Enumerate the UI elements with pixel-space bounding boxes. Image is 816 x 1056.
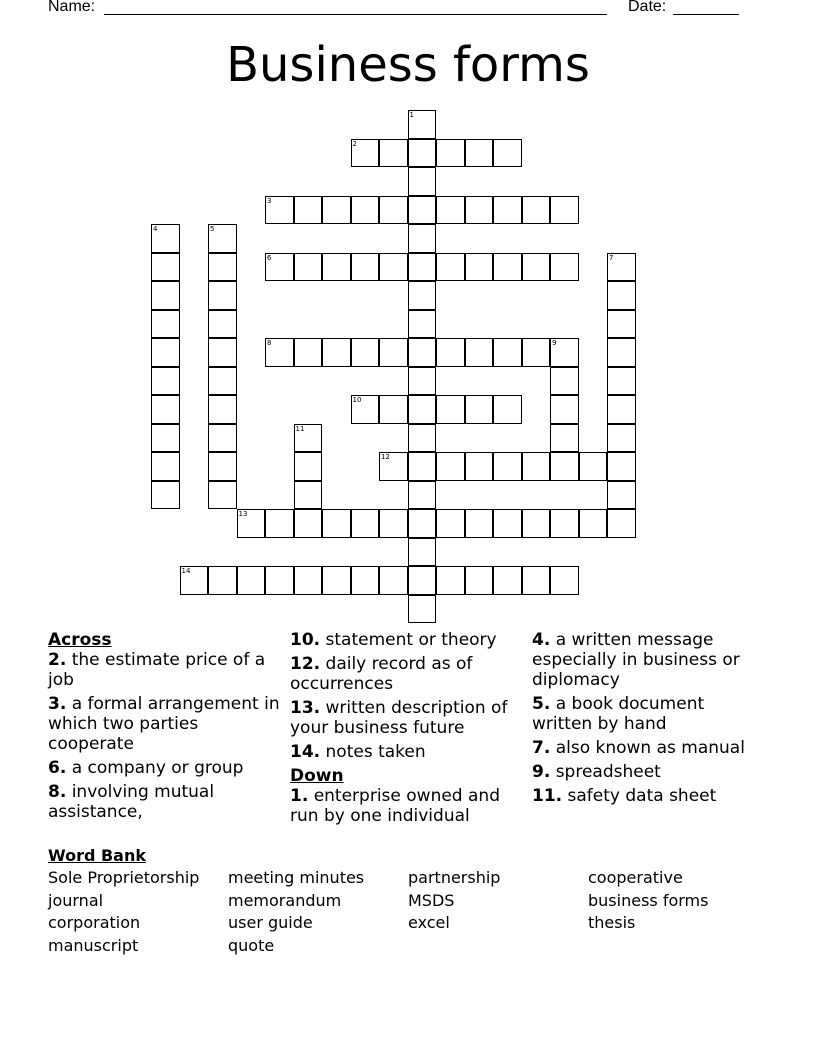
clue-down-1 <box>290 786 526 826</box>
crossword-cell[interactable] <box>493 338 522 367</box>
crossword-cell[interactable] <box>151 481 180 510</box>
crossword-cell[interactable] <box>408 338 437 367</box>
crossword-cell[interactable] <box>294 253 323 282</box>
crossword-cell[interactable] <box>351 253 380 282</box>
crossword-cell[interactable] <box>322 566 351 595</box>
word-bank-item: user guide <box>228 913 313 932</box>
cell-number: 8 <box>267 339 272 347</box>
clue-text: the estimate price of a job <box>48 650 266 690</box>
crossword-cell[interactable] <box>322 338 351 367</box>
clue-number: 4. <box>532 630 551 650</box>
crossword-cell[interactable] <box>436 452 465 481</box>
clue-number: 6. <box>48 758 67 778</box>
crossword-cell[interactable] <box>550 566 579 595</box>
clues-section <box>0 628 816 838</box>
clue-text: involving mutual assistance, <box>48 782 215 822</box>
crossword-cell[interactable] <box>408 566 437 595</box>
clue-down-9 <box>532 762 768 782</box>
crossword-cell[interactable] <box>379 452 408 481</box>
crossword-cell[interactable] <box>208 338 237 367</box>
crossword-cell[interactable] <box>522 196 551 225</box>
crossword-cell[interactable] <box>379 253 408 282</box>
crossword-cell[interactable] <box>436 338 465 367</box>
crossword-cell[interactable] <box>294 452 323 481</box>
date-label: Date: <box>628 0 667 15</box>
crossword-cell[interactable] <box>379 196 408 225</box>
clue-text: a book document written by hand <box>532 694 705 734</box>
crossword-cell[interactable] <box>208 253 237 282</box>
word-bank-heading: Word Bank <box>48 846 147 865</box>
crossword-cell[interactable] <box>208 310 237 339</box>
crossword-cell[interactable] <box>208 367 237 396</box>
cell-number: 6 <box>267 253 272 262</box>
crossword-cell[interactable] <box>294 424 323 453</box>
word-bank-item: memorandum <box>228 890 342 910</box>
clue-across-10 <box>290 630 526 650</box>
crossword-cell[interactable] <box>265 338 294 367</box>
crossword-cell[interactable] <box>607 452 636 481</box>
clue-down-11 <box>532 786 768 806</box>
crossword-cell[interactable] <box>379 395 408 424</box>
crossword-cell[interactable] <box>180 566 209 595</box>
crossword-cell[interactable] <box>550 424 579 453</box>
clue-number: 1. <box>290 786 309 806</box>
crossword-cell[interactable] <box>465 338 494 367</box>
crossword-cell[interactable] <box>465 139 494 168</box>
crossword-cell[interactable] <box>493 509 522 538</box>
clue-across-13 <box>290 698 526 738</box>
crossword-cell[interactable] <box>151 395 180 424</box>
crossword-cell[interactable] <box>294 481 323 510</box>
clue-number: 12. <box>290 654 321 674</box>
crossword-cell[interactable] <box>408 367 437 396</box>
clue-text: written description of your business future <box>290 698 508 738</box>
across-heading: Across <box>48 630 112 650</box>
word-bank-item: corporation <box>48 913 141 932</box>
crossword-cell[interactable] <box>294 338 323 367</box>
clue-across-6 <box>48 758 284 778</box>
word-bank-item: manuscript <box>48 935 139 955</box>
crossword-cell[interactable] <box>151 338 180 367</box>
clue-text: also known as manual <box>555 738 745 758</box>
crossword-cell[interactable] <box>465 509 494 538</box>
crossword-cell[interactable] <box>379 139 408 168</box>
clue-number: 7. <box>532 738 551 758</box>
crossword-cell[interactable] <box>522 338 551 367</box>
clue-across-14 <box>290 742 526 762</box>
crossword-cell[interactable] <box>408 509 437 538</box>
crossword-cell[interactable] <box>550 509 579 538</box>
crossword-cell[interactable] <box>322 253 351 282</box>
crossword-cell[interactable] <box>408 110 437 139</box>
crossword-cell[interactable] <box>265 509 294 538</box>
crossword-cell[interactable] <box>607 338 636 367</box>
clue-across-3 <box>48 694 284 754</box>
crossword-cell[interactable] <box>607 367 636 396</box>
word-bank-item: quote <box>228 935 275 955</box>
crossword-cell[interactable] <box>607 424 636 453</box>
crossword-cell[interactable] <box>465 253 494 282</box>
crossword-cell[interactable] <box>379 509 408 538</box>
word-bank-item: business forms <box>588 890 709 910</box>
word-bank-item: meeting minutes <box>228 868 365 887</box>
crossword-cell[interactable] <box>436 196 465 225</box>
crossword-cell[interactable] <box>237 509 266 538</box>
crossword-cell[interactable] <box>208 224 237 253</box>
crossword-cell[interactable] <box>607 509 636 538</box>
clue-text: spreadsheet <box>555 762 661 782</box>
crossword-cell[interactable] <box>408 395 437 424</box>
clue-across-8 <box>48 782 284 822</box>
crossword-cell[interactable] <box>208 395 237 424</box>
clue-down-5 <box>532 694 768 734</box>
crossword-cell[interactable] <box>265 253 294 282</box>
cell-number: 11 <box>295 424 305 433</box>
clue-text: a written message especially in business or diplomacy <box>532 630 740 690</box>
word-bank-item: Sole Proprietorship <box>48 868 200 887</box>
crossword-cell[interactable] <box>607 395 636 424</box>
clues-column-3 <box>532 628 768 810</box>
crossword-cell[interactable] <box>550 367 579 396</box>
clue-text: a company or group <box>71 758 244 778</box>
crossword-cell[interactable] <box>408 424 437 453</box>
crossword-cell[interactable] <box>436 395 465 424</box>
clue-text: notes taken <box>325 742 426 762</box>
clue-number: 2. <box>48 650 67 670</box>
crossword-cell[interactable] <box>151 310 180 339</box>
crossword-cell[interactable] <box>294 566 323 595</box>
crossword-cell[interactable] <box>550 338 579 367</box>
crossword-cell[interactable] <box>151 253 180 282</box>
crossword-cell[interactable] <box>408 595 437 624</box>
crossword-cell[interactable] <box>465 566 494 595</box>
crossword-cell[interactable] <box>322 509 351 538</box>
word-bank-item: thesis <box>588 913 636 932</box>
crossword-cell[interactable] <box>265 196 294 225</box>
clue-number: 10. <box>290 630 321 650</box>
word-bank-item: MSDS <box>408 890 455 910</box>
clue-text: daily record as of occurrences <box>290 654 473 694</box>
crossword-cell[interactable] <box>493 395 522 424</box>
crossword-cell[interactable] <box>151 281 180 310</box>
crossword-cell[interactable] <box>151 367 180 396</box>
crossword-cell[interactable] <box>408 253 437 282</box>
crossword-cell[interactable] <box>493 253 522 282</box>
crossword-cell[interactable] <box>522 253 551 282</box>
crossword-cell[interactable] <box>379 566 408 595</box>
crossword-cell[interactable] <box>550 196 579 225</box>
crossword-cell[interactable] <box>579 509 608 538</box>
crossword-cell[interactable] <box>294 196 323 225</box>
crossword-cell[interactable] <box>408 481 437 510</box>
crossword-cell[interactable] <box>151 424 180 453</box>
crossword-cell[interactable] <box>550 253 579 282</box>
crossword-cell[interactable] <box>351 395 380 424</box>
crossword-cell[interactable] <box>465 395 494 424</box>
down-heading: Down <box>290 766 344 786</box>
clue-number: 3. <box>48 694 67 714</box>
crossword-cell[interactable] <box>436 253 465 282</box>
cell-number: 10 <box>352 396 362 404</box>
crossword-cell[interactable] <box>607 281 636 310</box>
crossword-cell[interactable] <box>351 509 380 538</box>
crossword-cell[interactable] <box>379 338 408 367</box>
cell-number: 4 <box>153 225 158 233</box>
word-bank-item: partnership <box>408 868 501 887</box>
crossword-cell[interactable] <box>436 566 465 595</box>
crossword-cell[interactable] <box>408 452 437 481</box>
cell-number: 13 <box>238 510 248 518</box>
crossword-cell[interactable] <box>607 310 636 339</box>
crossword-cell[interactable] <box>607 253 636 282</box>
crossword-cell[interactable] <box>408 538 437 567</box>
page-title: Business forms <box>226 37 590 93</box>
cell-number: 7 <box>609 253 614 262</box>
crossword-cell[interactable] <box>493 566 522 595</box>
cell-number: 14 <box>181 567 191 575</box>
cell-number: 3 <box>267 196 272 205</box>
word-bank <box>48 867 768 957</box>
crossword-cell[interactable] <box>208 452 237 481</box>
word-bank-item: cooperative <box>588 868 683 887</box>
crossword-cell[interactable] <box>208 424 237 453</box>
crossword-cell[interactable] <box>208 281 237 310</box>
crossword-cell[interactable] <box>522 566 551 595</box>
crossword-cell[interactable] <box>408 310 437 339</box>
clue-text: safety data sheet <box>567 786 717 806</box>
crossword-cell[interactable] <box>493 196 522 225</box>
word-bank-item: journal <box>48 890 104 910</box>
crossword-cell[interactable] <box>465 196 494 225</box>
crossword-cell[interactable] <box>522 452 551 481</box>
crossword-cell[interactable] <box>408 224 437 253</box>
crossword-cell[interactable] <box>493 452 522 481</box>
cell-number: 9 <box>552 339 557 347</box>
clue-text: statement or theory <box>325 630 497 650</box>
crossword-cell[interactable] <box>579 452 608 481</box>
crossword-cell[interactable] <box>408 196 437 225</box>
crossword-cell[interactable] <box>465 452 494 481</box>
cell-number: 5 <box>210 225 215 233</box>
crossword-cell[interactable] <box>408 281 437 310</box>
clue-text: enterprise owned and run by one individual <box>290 786 500 826</box>
crossword-cell[interactable] <box>436 139 465 168</box>
crossword-cell[interactable] <box>550 452 579 481</box>
word-bank-item: excel <box>408 913 450 932</box>
crossword-cell[interactable] <box>151 224 180 253</box>
crossword-cell[interactable] <box>351 338 380 367</box>
clues-column-2 <box>290 628 526 830</box>
crossword-cell[interactable] <box>265 566 294 595</box>
crossword-cell[interactable] <box>550 395 579 424</box>
cell-number: 12 <box>381 453 390 461</box>
clue-number: 11. <box>532 786 563 806</box>
crossword-cell[interactable] <box>237 566 266 595</box>
clue-number: 8. <box>48 782 67 802</box>
clue-down-7 <box>532 738 768 758</box>
crossword-cell[interactable] <box>294 509 323 538</box>
crossword-cell[interactable] <box>408 167 437 196</box>
clue-number: 5. <box>532 694 551 714</box>
crossword-cell[interactable] <box>351 196 380 225</box>
crossword-cell[interactable] <box>322 196 351 225</box>
crossword-cell[interactable] <box>351 139 380 168</box>
crossword-cell[interactable] <box>607 481 636 510</box>
cell-number: 1 <box>409 111 414 119</box>
clue-text: a formal arrangement in which two parties cooperate <box>48 694 280 754</box>
crossword-cell[interactable] <box>522 509 551 538</box>
clue-number: 14. <box>290 742 321 762</box>
crossword-cell[interactable] <box>493 139 522 168</box>
clue-number: 9. <box>532 762 551 782</box>
clues-column-1 <box>48 628 284 826</box>
clue-number: 13. <box>290 698 321 718</box>
crossword-cell[interactable] <box>436 509 465 538</box>
clue-down-4 <box>532 630 768 690</box>
clue-across-12 <box>290 654 526 694</box>
cell-number: 2 <box>352 139 357 148</box>
crossword-cell[interactable] <box>351 566 380 595</box>
clue-across-2 <box>48 650 284 690</box>
crossword-cell[interactable] <box>151 452 180 481</box>
crossword-cell[interactable] <box>208 481 237 510</box>
crossword-cell[interactable] <box>408 139 437 168</box>
name-label: Name: <box>48 0 96 15</box>
crossword-cell[interactable] <box>208 566 237 595</box>
